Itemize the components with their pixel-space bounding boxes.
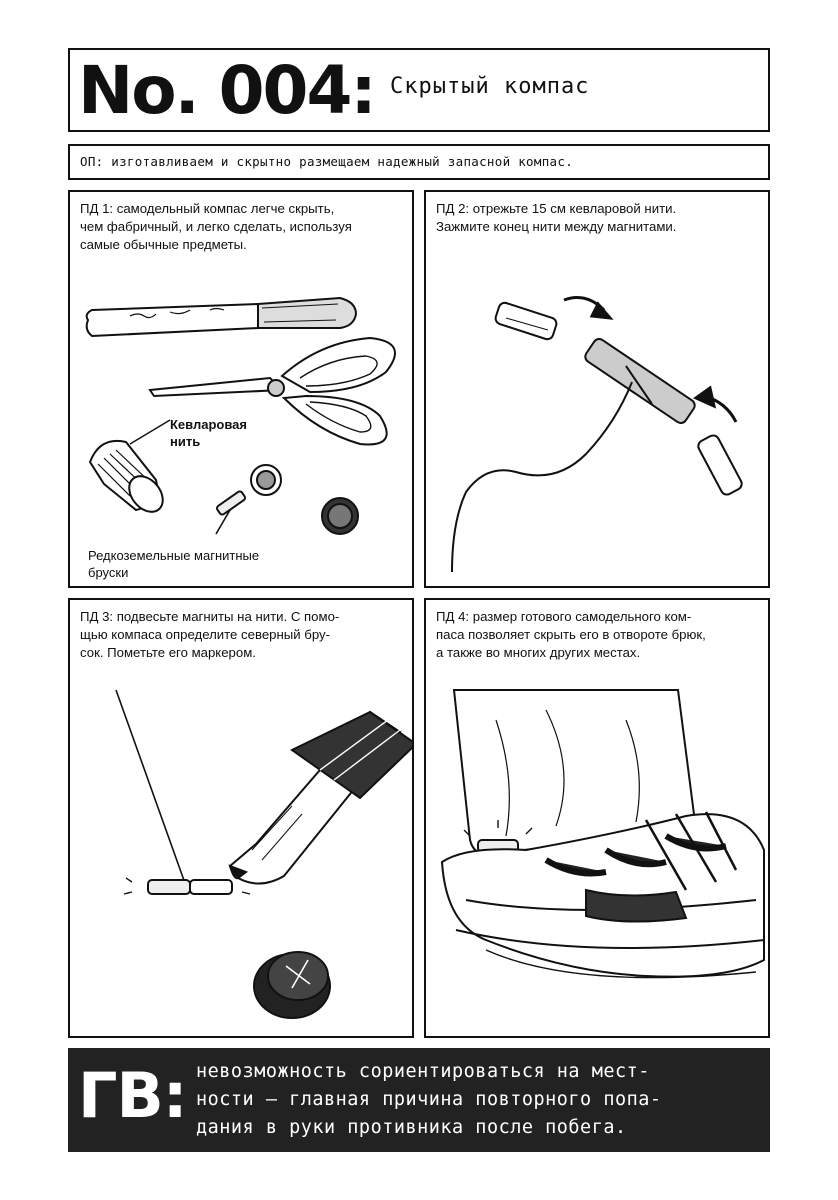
objective-text: ОП: изготавливаем и скрытно размещаем надежный запасной компас. [80, 154, 574, 169]
panel-4-illustration [426, 600, 770, 1038]
panel-4 [424, 598, 770, 1038]
page-title: Скрытый компас [390, 74, 590, 99]
marker-pen-icon [230, 712, 414, 884]
footer-label: ГВ: [78, 1059, 187, 1132]
panel-3-illustration [70, 600, 414, 1038]
panel-2-illustration [426, 192, 770, 588]
magnet-bar-icon [124, 876, 250, 894]
footer-note [68, 1048, 770, 1152]
marker-pen-icon [87, 298, 356, 336]
kevlar-label: Кевларовая нить [170, 417, 247, 449]
thread-spool-icon [90, 420, 170, 518]
panel-4-caption: ПД 4: размер готового самодельного ком- паса позволяет скрыть его в отвороте брюк, а также во многих других местах. [436, 609, 706, 660]
panel-1 [68, 190, 414, 588]
panel-2-caption: ПД 2: отрежьте 15 см кевларовой нити. Зажмите конец нити между магнитами. [436, 201, 677, 234]
compass-icon [254, 952, 330, 1018]
panel-3 [68, 598, 414, 1038]
kevlar-thread [116, 690, 186, 886]
panel-1-caption: ПД 1: самодельный компас легче скрыть, чем фабричный, и легко сделать, используя самые обычные предметы. [80, 201, 352, 252]
panel-2 [424, 190, 770, 588]
title-box [68, 48, 770, 132]
coin-icon [251, 465, 358, 534]
magnets-label: Редкоземельные магнитные бруски [88, 548, 260, 580]
page-number: No. 004: [78, 52, 375, 129]
footer-text: невозможность сориентироваться на мест- ности — главная причина повторного попа- дания в руки противника после побега. [196, 1061, 662, 1138]
kevlar-thread [452, 382, 632, 572]
arrow-up-left-icon [696, 388, 736, 422]
magnet-bar-icon [696, 433, 744, 496]
objective-box [68, 144, 770, 180]
panel-3-caption: ПД 3: подвесьте магниты на нити. С помо- щью компаса определите северный бру- сок. Пометьте его маркером. [80, 609, 340, 660]
magnet-bar-icon [216, 490, 246, 534]
magnet-bar-icon [494, 301, 558, 340]
magnet-bar-icon [583, 337, 697, 426]
arrow-right-icon [564, 298, 610, 318]
